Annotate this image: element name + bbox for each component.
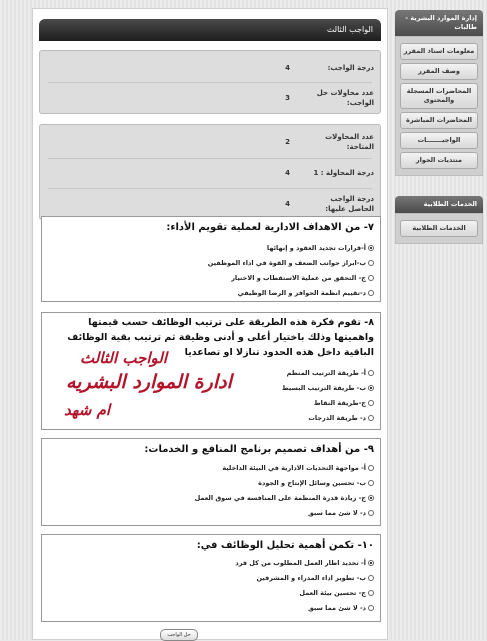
- radio-button[interactable]: [368, 400, 374, 406]
- answer-option[interactable]: [231, 274, 374, 282]
- answer-option[interactable]: [208, 259, 374, 267]
- answer-option[interactable]: [267, 244, 374, 252]
- student-services-menu: [395, 196, 483, 244]
- option-label: أ- تحديد اطار العمل المطلوب من كل فرد: [235, 559, 366, 567]
- option-label: ج-طريقة النقاط: [313, 399, 366, 407]
- info-value: 4: [285, 64, 290, 72]
- question-10: [41, 534, 381, 622]
- radio-button[interactable]: [368, 495, 374, 501]
- option-label: ب- تطوير اداء المدراء و المشرفين: [256, 574, 366, 582]
- answer-option[interactable]: [235, 559, 374, 567]
- homework-info-box: [39, 50, 381, 114]
- handwritten-note-line1: الواجب الثالث: [80, 349, 168, 367]
- radio-button[interactable]: [368, 560, 374, 566]
- menu-item-live-lectures[interactable]: المحاضرات المباشرة: [400, 112, 478, 129]
- page-title: الواجب الثالث: [39, 19, 381, 41]
- radio-button[interactable]: [368, 510, 374, 516]
- radio-button[interactable]: [368, 575, 374, 581]
- services-title: الخدمات الطلابية: [395, 196, 483, 213]
- option-label: ج- تحسين بيئة العمل: [299, 589, 366, 597]
- info-row: [40, 53, 380, 83]
- info-value: 4: [285, 200, 290, 208]
- menu-item-instructor-info[interactable]: معلومات استاذ المقرر: [400, 43, 478, 60]
- radio-button[interactable]: [368, 245, 374, 251]
- question-text: ١٠- تكمن أهمية تحليل الوظائف في:: [196, 540, 374, 551]
- radio-button[interactable]: [368, 385, 374, 391]
- info-label: عدد محاولات حل الواجب:: [316, 89, 374, 107]
- option-label: ج- زيادة قدرة المنظمة على المنافسه في سوق العمل: [194, 494, 366, 502]
- services-menu-list: [395, 213, 483, 244]
- info-label: درجة الواجب الحاصل عليها:: [325, 195, 374, 213]
- question-8: [41, 312, 381, 430]
- radio-button[interactable]: [368, 590, 374, 596]
- option-label: أ- طريقة الترتيب المنظم: [286, 369, 366, 377]
- answer-option[interactable]: [299, 589, 374, 597]
- option-label: ب- تحسين وسائل الإنتاج و الجودة: [258, 479, 366, 487]
- radio-button[interactable]: [368, 260, 374, 266]
- answer-option[interactable]: [287, 369, 374, 377]
- menu-item-course-description[interactable]: وصف المقرر: [400, 63, 478, 80]
- submit-homework-button[interactable]: حل الواجب: [160, 629, 198, 641]
- info-label: عدد المحاولات المتاحة:: [325, 133, 374, 151]
- handwritten-note-line2: ادارة الموارد البشريه: [66, 371, 232, 393]
- radio-button[interactable]: [368, 290, 374, 296]
- question-text: ٨- تقوم فكرة هذه الطريقة على ترتيب الوظائف حسب قيمتها واهميتها وذلك باختيار أعلى و أدنى وظيفة ثم ترتيب بقية الوظائف الباقية داخل هذه الحدود تنازلا او تصاعديا: [67, 317, 374, 358]
- answer-option[interactable]: [314, 399, 374, 407]
- answer-option[interactable]: [195, 494, 374, 502]
- option-label: د- طريقة الدرجات: [308, 414, 366, 422]
- question-text: ٩- من أهداف تصميم برنامج المنافع و الخدمات:: [144, 444, 374, 455]
- course-menu-list: [395, 36, 483, 176]
- answer-option[interactable]: [256, 574, 374, 582]
- radio-button[interactable]: [368, 415, 374, 421]
- radio-button[interactable]: [368, 465, 374, 471]
- option-label: أ-قرارات تجديد العقود و إنهائها: [266, 244, 366, 252]
- option-label: ب-ابراز جوانب الضعف و القوة في اداء الموظفين: [207, 259, 366, 267]
- course-title: إدارة الموارد البشرية - طالبات: [395, 10, 483, 36]
- question-text: ٧- من الاهداف الادارية لعملية تقويم الأداء:: [166, 222, 374, 233]
- radio-button[interactable]: [368, 605, 374, 611]
- attempts-info-box: [39, 124, 381, 220]
- option-label: د-تقييم انظمة الحوافز و الرضا الوظيفي: [237, 289, 366, 297]
- info-row: [40, 158, 380, 188]
- menu-item-recorded-lectures[interactable]: المحاضرات المسجلة والمحتوى: [400, 83, 478, 109]
- answer-option[interactable]: [308, 604, 374, 612]
- radio-button[interactable]: [368, 370, 374, 376]
- answer-option[interactable]: [282, 384, 374, 392]
- menu-item-student-services[interactable]: الخدمات الطلابية: [400, 220, 478, 237]
- option-label: د- لا شئ مما سبق: [307, 509, 366, 517]
- menu-item-forums[interactable]: منتديات الحوار: [400, 152, 478, 169]
- answer-option[interactable]: [308, 414, 374, 422]
- info-label: درجة الواجب:: [327, 64, 374, 72]
- info-row: [40, 127, 380, 157]
- option-label: ج- التحقق من عملية الاستقطاب و الاختيار: [231, 274, 366, 282]
- answer-option[interactable]: [258, 479, 374, 487]
- info-value: 3: [285, 94, 290, 102]
- info-value: 4: [285, 169, 290, 177]
- option-label: أ- مواجهة التحديات الادارية في البيئة الداخلية: [222, 464, 366, 472]
- question-9: [41, 438, 381, 526]
- radio-button[interactable]: [368, 480, 374, 486]
- info-value: 2: [285, 138, 290, 146]
- question-7: [41, 216, 381, 302]
- radio-button[interactable]: [368, 275, 374, 281]
- option-label: د- لا شئ مما سبق: [307, 604, 366, 612]
- option-label: ب- طريقة الترتيب البسيط: [281, 384, 366, 392]
- homework-panel: [32, 8, 388, 640]
- info-row: [40, 189, 380, 219]
- answer-option[interactable]: [238, 289, 374, 297]
- info-row: [40, 83, 380, 113]
- menu-item-homework[interactable]: الواجبـــــــات: [400, 132, 478, 149]
- answer-option[interactable]: [222, 464, 374, 472]
- answer-option[interactable]: [308, 509, 374, 517]
- info-label: درجة المحاولة : 1: [313, 169, 374, 177]
- handwritten-note-line3: ام شهد: [64, 401, 111, 419]
- course-menu: [395, 10, 483, 176]
